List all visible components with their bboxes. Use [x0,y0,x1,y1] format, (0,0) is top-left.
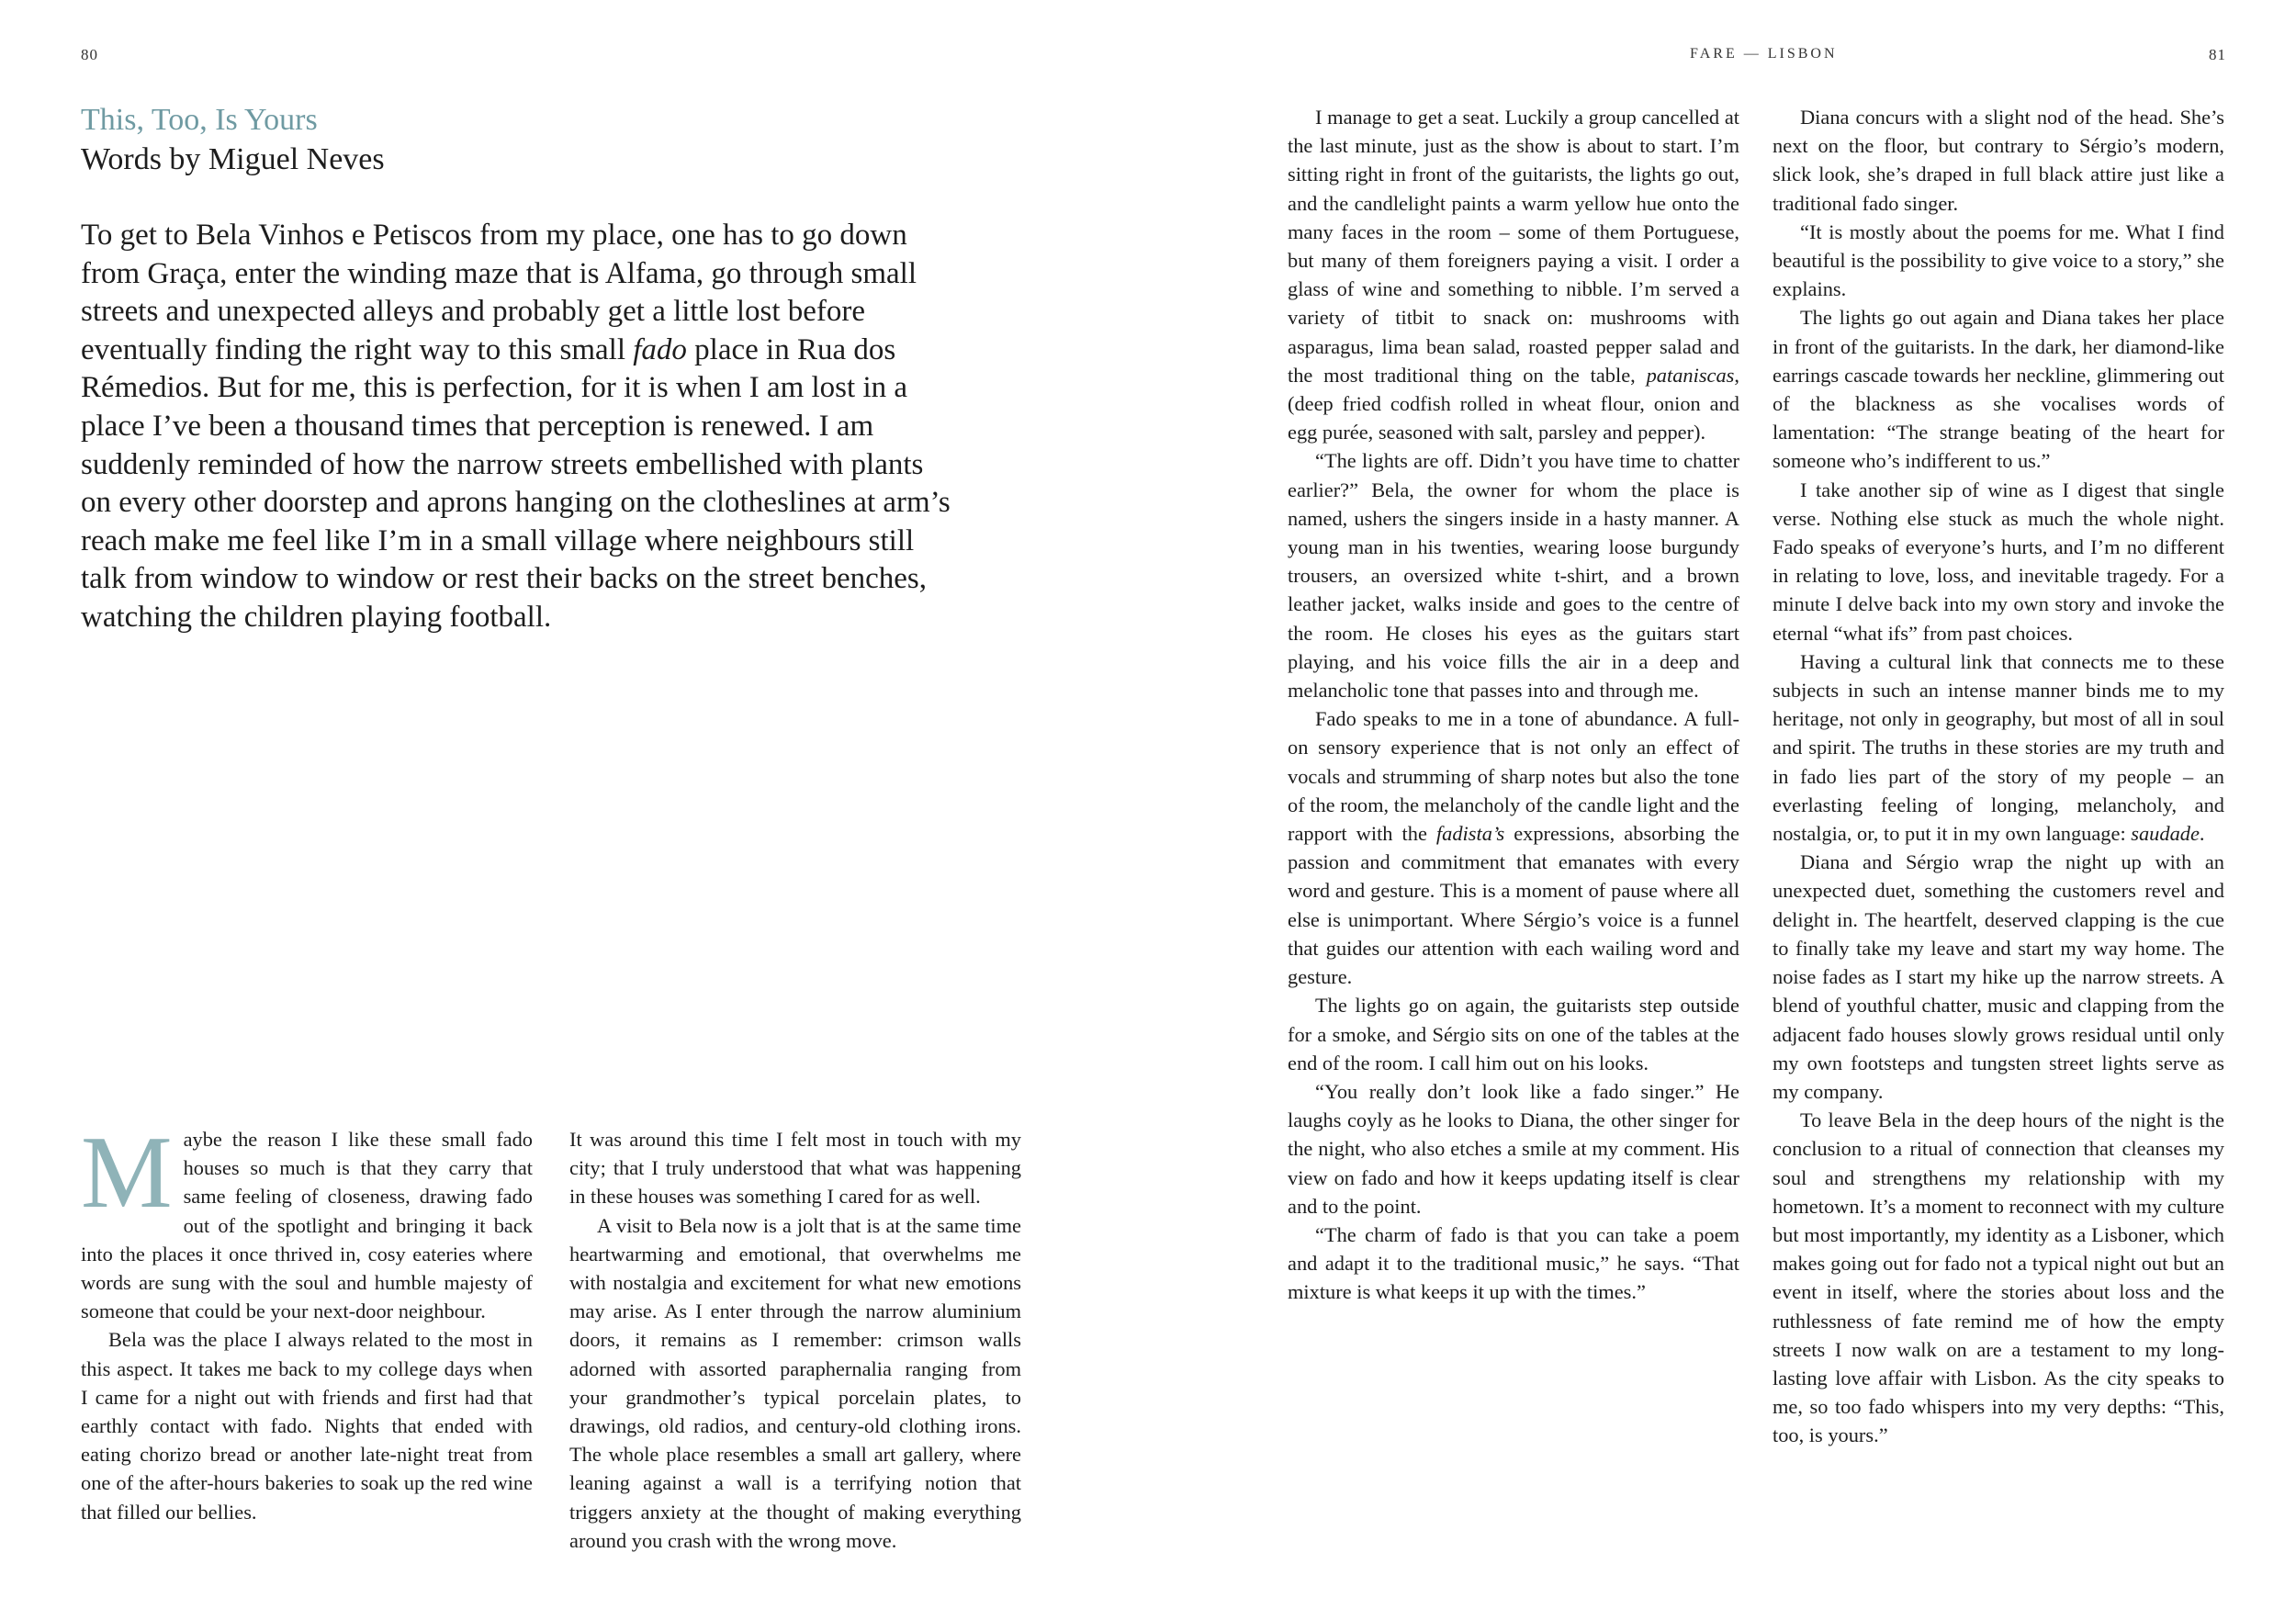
body-column-4 [1773,103,2224,1450]
body-paragraph: “The lights are off. Didn’t you have time to chatter earlier?” Bela, the owner for whom the place is named, ushers the singers inside in a hasty manner. A young man in his twenties, wearing loose burgundy trousers, an oversized white t-shirt, and a brown leather jacket, walks inside and goes to the centre of the room. He closes his eyes as the guitars start playing, and his voice fills the air in a deep and melancholic tone that passes into and through me. [1288,449,1739,703]
running-head: FARE — LISBON [1690,46,1838,62]
body-paragraph: It was around this time I felt most in touch with my city; that I truly understood that what was happening in these houses was something I cared for as well. [569,1128,1021,1209]
article-byline: Words by Miguel Neves [81,142,385,176]
body-paragraph: The lights go out again and Diana takes her place in front of the guitarists. In the dark, her diamond-like earrings cascade towards her neckline, glimmering out of the blackness as she vocalises words of lamentation: “The strange beating of the heart for someone who’s indifferent to us.” [1773,306,2224,473]
body-column-2 [569,1125,1021,1566]
body-paragraph: Diana and Sérgio wrap the night up with an unexpected duet, something the customers revel and delight in. The heartfelt, deserved clapping is the cue to finally take my leave and start my way home. The noise fades as I start my hike up the narrow streets. A blend of youthful chatter, music and clapping from the adjacent fado houses slowly grows residual until only my own footsteps and tungsten street lights serve as my company. [1773,850,2224,1103]
body-paragraph: “The charm of fado is that you can take a poem and adapt it to the traditional music,” he says. “That mixture is what keeps it up with the times.” [1288,1222,1739,1304]
page-number-right: 81 [2209,46,2226,63]
body-paragraph: Maybe the reason I like these small fado houses so much is that they carry that same feeling of closeness, drawing fado out of the spotlight and bringing it back into the places it once thrived in, cosy eateries where words are sung with the soul and humble majesty of someone that could be your next-door neighbour. [81,1116,533,1323]
drop-cap: M [81,1116,173,1230]
body-paragraph: The lights go on again, the guitarists step outside for a smoke, and Sérgio sits on one of the tables at the end of the room. I call him out on his looks. [1288,994,1739,1074]
article-title: This, Too, Is Yours [81,103,318,137]
body-paragraph: I take another sip of wine as I digest that single verse. Nothing else stuck as much the whole night. Fado speaks of everyone’s hurts, and I’m no different in relating to love, loss, and inevitable tragedy. For a minute I delve back into my own story and invoke the eternal “what ifs” from past choices. [1773,478,2224,645]
body-paragraph: Fado speaks to me in a tone of abundance. A full-on sensory experience that is not only an effect of vocals and strumming of sharp notes but also the tone of the room, the melancholy of the candle light and the rapport with the fadista’s expressions, absorbing the passion and commitment that emanates with every word and gesture. This is a moment of pause where all else is unimportant. Where Sérgio’s voice is a funnel that guides our attention with each wailing word and gesture. [1288,707,1739,989]
body-paragraph: To leave Bela in the deep hours of the night is the conclusion to a ritual of connection that cleanses my soul and strengthens my relationship with my hometown. It’s a moment to reconnect with my culture but most importantly, my identity as a Lisboner, which makes going out for fado not a typical night out but an event in itself, where the stories about loss and the ruthlessness of fate remind me of how the empty streets I now walk on are a testament to my long-lasting love affair with Lisbon. As the city speaks to me, so too fado whispers into my very depths: “This, too, is yours.” [1773,1108,2224,1447]
body-paragraph: I manage to get a seat. Luckily a group cancelled at the last minute, just as the show is about to start. I’m sitting right in front of the guitarists, the lights go out, and the candlelight paints a warm yellow hue onto the many faces in the room – some of them Portuguese, but many of them foreigners paying a visit. I order a glass of wine and something to nibble. I’m served a variety of titbit to snack on: mushrooms with asparagus, lima bean salad, roasted pepper salad and the most traditional thing on the table, pataniscas, (deep fried codfish rolled in wheat flour, onion and egg purée, seasoned with salt, parsley and pepper). [1288,106,1739,444]
body-paragraph: “It is mostly about the poems for me. What I find beautiful is the possibility to give voice to a story,” she explains. [1773,219,2224,301]
body-paragraph: “You really don’t look like a fado singer.” He laughs coyly as he looks to Diana, the other singer for the night, who also etches a smile at my comment. His view on fado and how it keeps updating itself is clear and to the point. [1288,1079,1739,1218]
page-number-left: 80 [81,46,98,63]
body-column-3 [1288,103,1739,1307]
body-paragraph: Bela was the place I always related to the most in this aspect. It takes me back to my college days when I came for a night out with friends and first had that earthly contact with fado. Nights that ended with eating chorizo bread or another late-night treat from one of the after-hours bakeries to soak up the red wine that filled our bellies. [81,1328,533,1524]
body-paragraph: Having a cultural link that connects me to these subjects in such an intense manner binds me to my heritage, not only in geography, but most of all in soul and spirit. The truths in these stories are my truth and in fado lies part of the story of my people – an everlasting feeling of longing, melancholy, and nostalgia, or, to put it in my own language: saudade. [1773,649,2224,846]
body-column-1 [81,1116,533,1566]
body-paragraph: A visit to Bela now is a jolt that is at the same time heartwarming and emotional, that overwhelms me with nostalgia and excitement for what new emotions may arise. As I enter through the narrow aluminium doors, it remains as I remember: crimson walls adorned with assorted paraphernalia ranging from your grandmother’s typical porcelain plates, to drawings, old radios, and century-old clothing irons. The whole place resembles a small art gallery, where leaning against a wall is a terrifying notion that triggers anxiety at the thought of making everything around you crash with the wrong move. [569,1213,1021,1552]
intro-paragraph: To get to Bela Vinhos e Petiscos from my place, one has to go down from Graça, enter the winding maze that is Alfama, go through small streets and unexpected alleys and probably get a little lost before eventually finding the right way to this small fado place in Rua dos Rémedios. But for me, this is perfection, for it is when I am lost in a place I’ve been a thousand times that perception is renewed. I am suddenly reminded of how the narrow streets embellished with plants on every other doorstep and aprons hanging on the clotheslines at arm’s reach make me feel like I’m in a small village where neighbours still talk from window to window or rest their backs on the street benches, watching the children playing football. [81,219,951,634]
body-paragraph: Diana concurs with a slight nod of the head. She’s next on the floor, but contrary to Sérgio’s modern, slick look, she’s draped in full black attire just like a traditional fado singer. [1773,106,2224,215]
